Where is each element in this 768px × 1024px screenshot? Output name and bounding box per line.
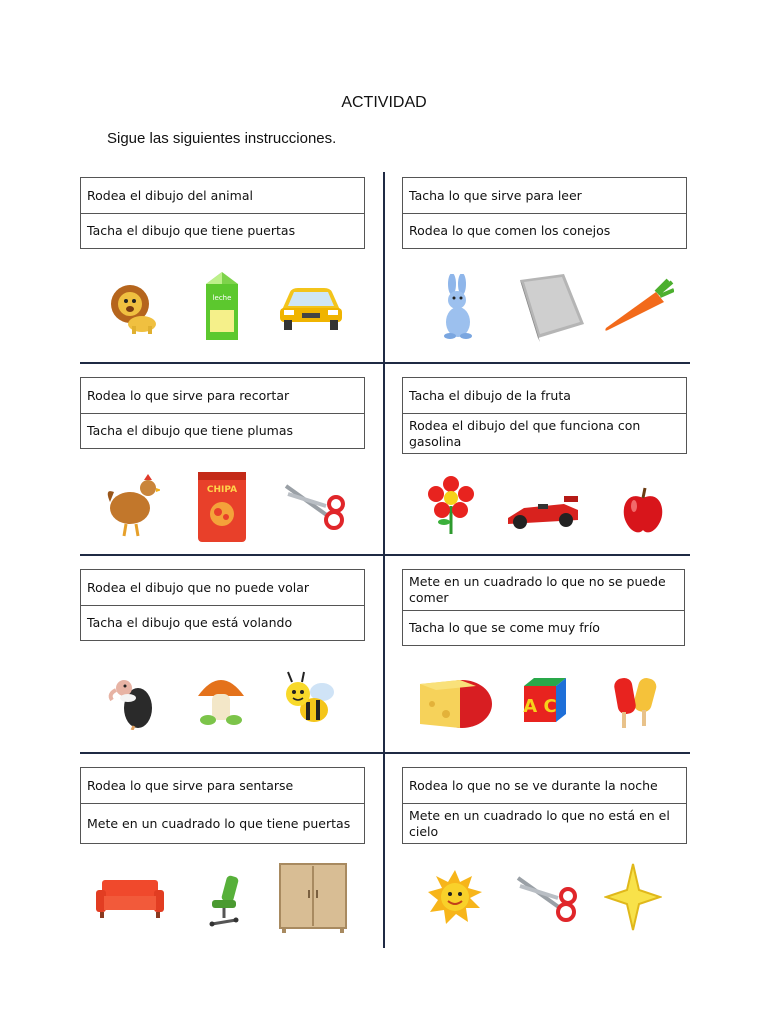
instruction-box xyxy=(80,569,365,641)
wardrobe-icon xyxy=(278,862,348,934)
instruction-line: Tacha el dibujo que tiene puertas xyxy=(81,213,364,248)
popsicle-icon xyxy=(608,674,664,732)
instruction-line: Tacha lo que sirve para leer xyxy=(409,187,582,203)
sun-icon xyxy=(426,868,484,926)
instruction-line: Tacha el dibujo que está volando xyxy=(81,605,364,640)
hen-icon xyxy=(104,474,160,538)
instruction-box xyxy=(402,767,687,844)
instruction-line: Tacha lo que se come muy frío xyxy=(403,610,684,645)
chips-bag-icon xyxy=(196,470,248,544)
instruction-box xyxy=(80,177,365,249)
milk-carton-icon xyxy=(202,270,242,342)
instruction-line: Rodea el dibujo del que funciona con gasolina xyxy=(403,413,686,453)
horizontal-divider xyxy=(80,362,690,364)
instruction-line: Rodea el dibujo que no puede volar xyxy=(87,579,310,595)
apple-icon xyxy=(620,484,666,536)
instruction-line: Mete en un cuadrado lo que no se puede comer xyxy=(409,574,666,605)
scissors-icon xyxy=(282,482,348,532)
instruction-line: Rodea lo que sirve para sentarse xyxy=(87,777,294,793)
instruction-line: Rodea el dibujo del animal xyxy=(87,187,253,203)
instruction-line: Mete en un cuadrado lo que no está en el cielo xyxy=(403,803,686,843)
office-chair-icon xyxy=(206,874,246,928)
chips-label: CHIPA xyxy=(206,485,238,495)
page-title: ACTIVIDAD xyxy=(341,94,427,111)
instruction-line: Mete en un cuadrado lo que tiene puertas xyxy=(81,803,364,843)
vertical-divider xyxy=(383,172,385,948)
cheese-icon xyxy=(416,674,494,732)
star-icon xyxy=(604,862,662,932)
block-letters: A C xyxy=(523,696,557,717)
scissors-icon xyxy=(514,874,580,924)
instruction-line: Rodea lo que sirve para recortar xyxy=(87,387,290,403)
instruction-box xyxy=(402,177,687,249)
car-icon xyxy=(276,280,346,332)
book-icon xyxy=(516,272,588,342)
instructions-text: Sigue las siguientes instrucciones. xyxy=(107,130,337,147)
vulture-icon xyxy=(106,674,156,730)
mushroom-icon xyxy=(196,670,246,726)
instruction-box xyxy=(80,767,365,844)
instruction-box xyxy=(402,377,687,454)
milk-label: leche xyxy=(212,294,232,302)
instruction-box xyxy=(80,377,365,449)
instruction-line: Tacha el dibujo que tiene plumas xyxy=(81,413,364,448)
instruction-line: Rodea lo que comen los conejos xyxy=(403,213,686,248)
lion-icon xyxy=(104,282,160,336)
flower-icon xyxy=(428,476,474,536)
instruction-line: Rodea lo que no se ve durante la noche xyxy=(409,777,658,793)
horizontal-divider xyxy=(80,752,690,754)
sofa-icon xyxy=(94,876,166,920)
toy-block-icon xyxy=(520,674,570,726)
instruction-line: Tacha el dibujo de la fruta xyxy=(409,387,571,403)
rabbit-icon xyxy=(438,274,478,340)
carrot-icon xyxy=(602,278,674,334)
bee-icon xyxy=(280,670,340,730)
horizontal-divider xyxy=(80,554,690,556)
race-car-icon xyxy=(504,490,582,530)
instruction-box xyxy=(402,569,685,646)
